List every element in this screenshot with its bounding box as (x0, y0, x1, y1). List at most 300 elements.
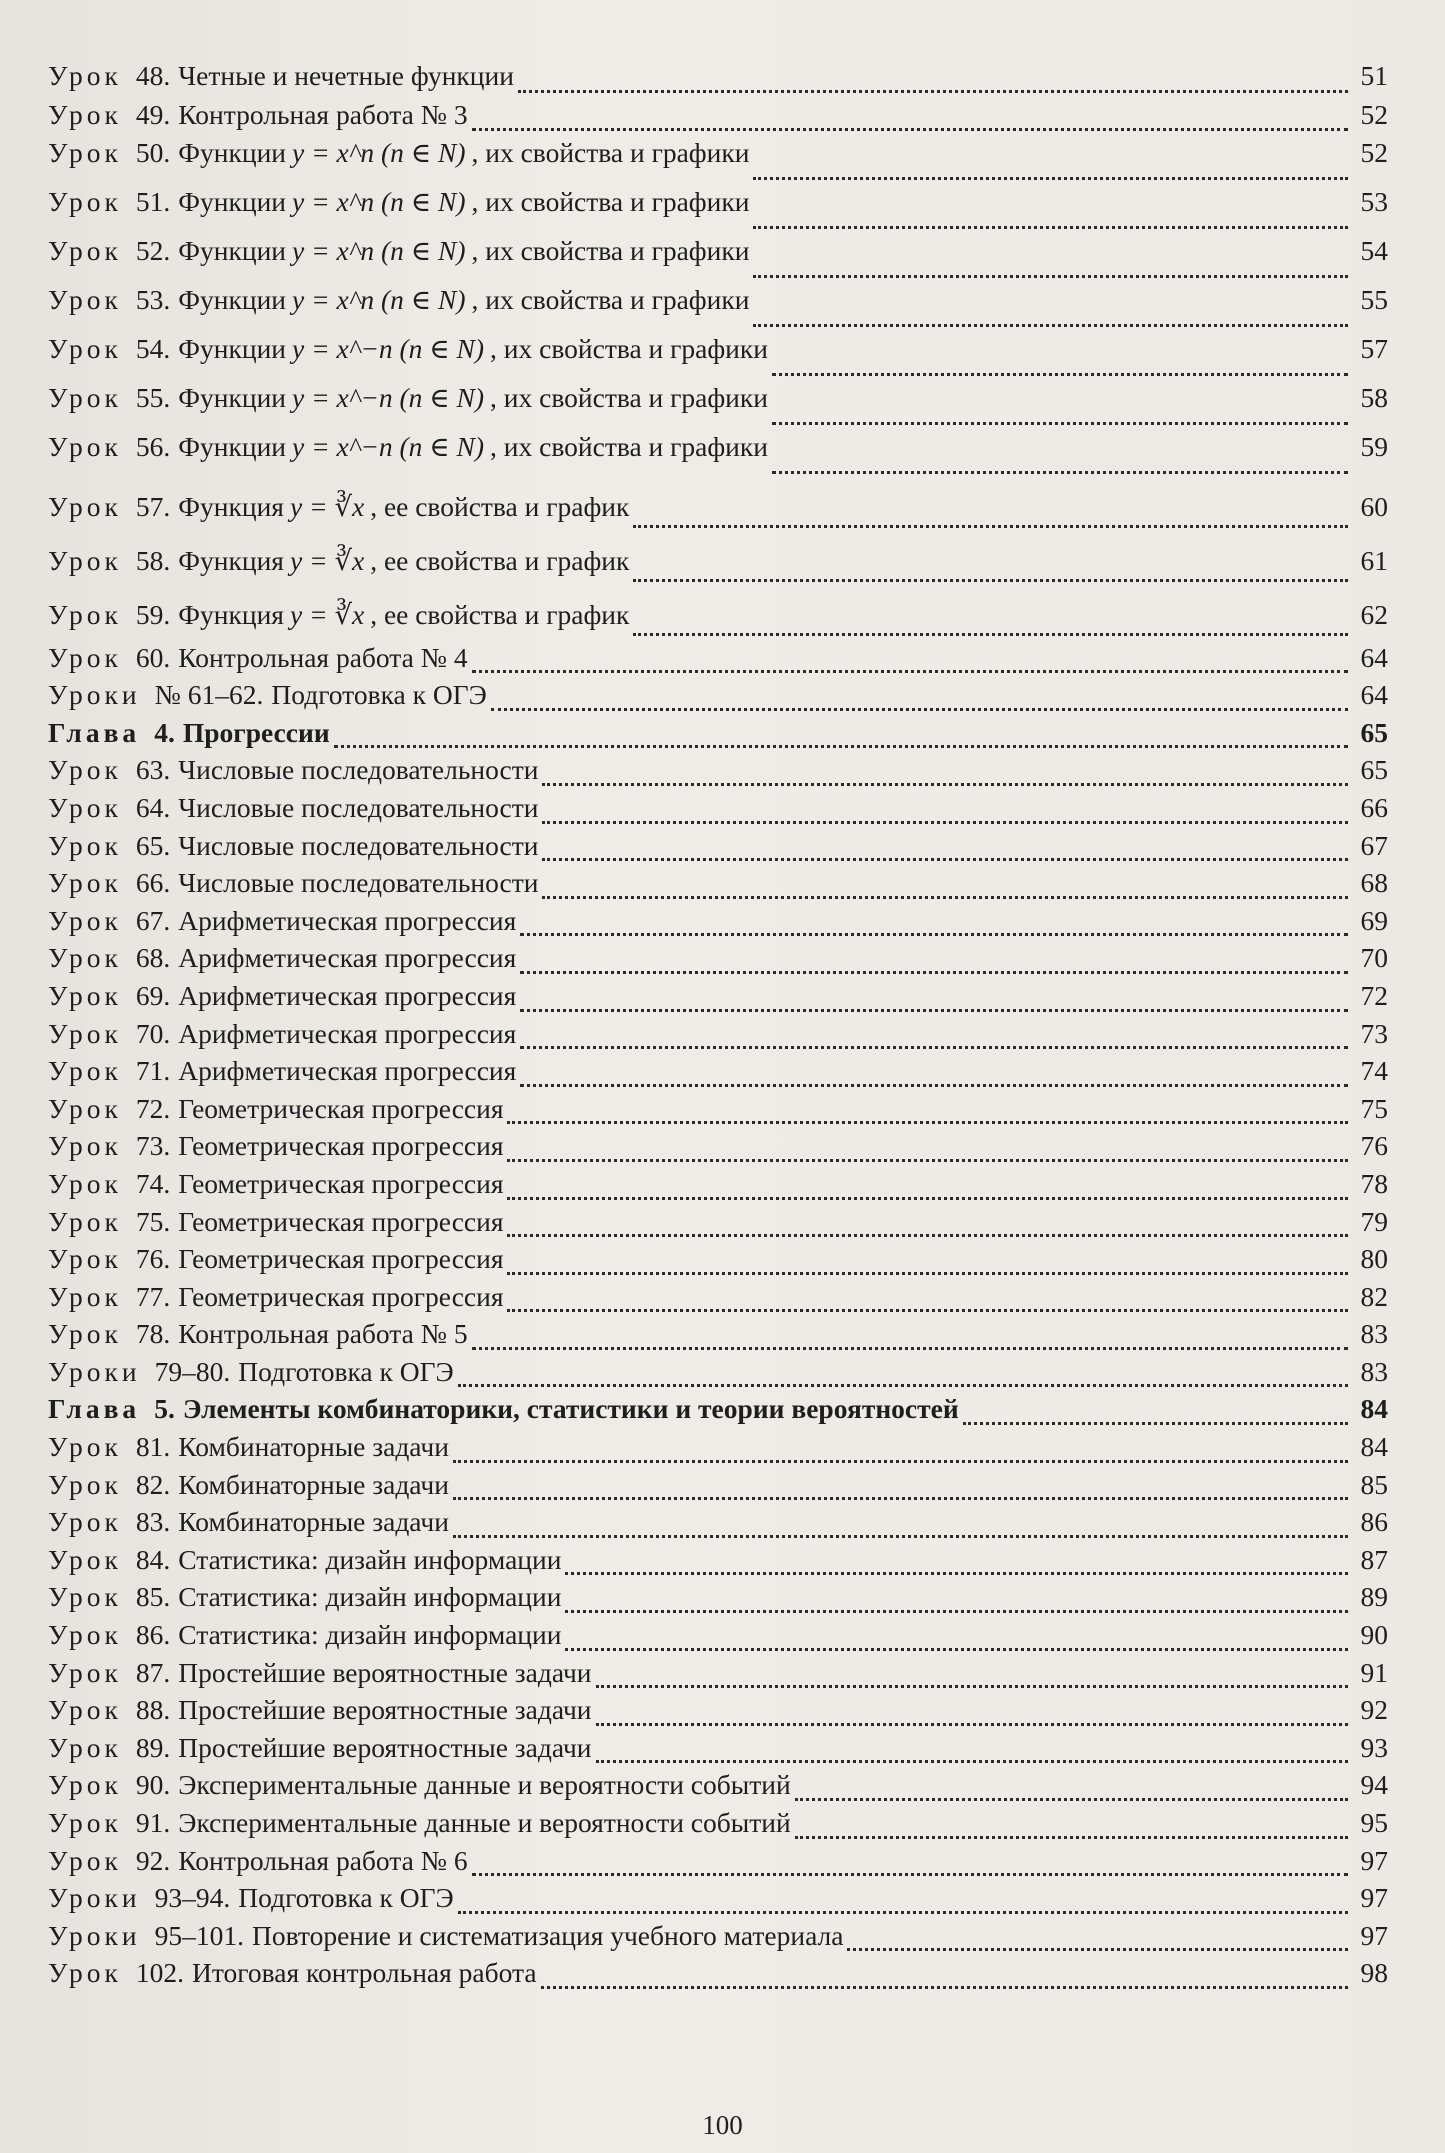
entry-kind: Урок (48, 1167, 122, 1199)
entry-number: 57. (135, 490, 171, 522)
entry-number: 51. (135, 185, 171, 217)
dot-leader (507, 1234, 1348, 1237)
dot-leader (565, 1610, 1348, 1613)
entry-number: 64. (135, 791, 171, 823)
dot-leader (507, 1272, 1348, 1275)
entry-title: Простейшие вероятностные задачи (178, 1694, 592, 1726)
entry-number: 55. (135, 381, 171, 413)
entry-number: 93–94. (154, 1882, 231, 1914)
toc-lesson-entry (48, 534, 1388, 588)
entry-kind: Урок (48, 1656, 122, 1688)
dot-leader (520, 1009, 1348, 1012)
entry-kind: Уроки (48, 1355, 141, 1387)
entry-number: 86. (135, 1619, 171, 1651)
entry-formula: y = ∛x (289, 544, 365, 576)
toc-lesson-entry (48, 333, 1388, 382)
entry-title-suffix: , их свойства и графики (490, 430, 768, 462)
entry-number: 102. (135, 1957, 185, 1989)
entry-title: Геометрическая прогрессия (178, 1167, 504, 1199)
entry-title: Комбинаторные задачи (178, 1431, 449, 1463)
toc-lesson-entry (48, 1093, 1388, 1131)
entry-page-number: 64 (1360, 679, 1388, 711)
entry-title: Контрольная работа № 3 (178, 99, 468, 130)
dot-leader (753, 226, 1348, 229)
entry-page-number: 93 (1360, 1731, 1388, 1763)
entry-number: 52. (135, 234, 171, 266)
entry-number: № 61–62. (154, 679, 264, 711)
entry-kind: Урок (48, 1581, 122, 1613)
entry-number: 91. (135, 1807, 171, 1838)
dot-leader (565, 1572, 1348, 1575)
entry-formula: y = ∛x (289, 598, 365, 630)
toc-lesson-entry (48, 830, 1388, 868)
entry-page-number: 62 (1360, 598, 1388, 630)
entry-page-number: 72 (1360, 979, 1388, 1011)
entry-title: Геометрическая прогрессия (178, 1280, 504, 1312)
entry-title: Геометрическая прогрессия (178, 1205, 504, 1237)
entry-kind: Урок (48, 1543, 122, 1575)
dot-leader (753, 324, 1348, 327)
toc-lesson-entry (48, 588, 1388, 642)
entry-page-number: 57 (1360, 332, 1388, 364)
entry-page-number: 66 (1360, 791, 1388, 823)
entry-number: 85. (135, 1581, 171, 1613)
entry-formula: y = x^n (n ∈ N) (292, 234, 466, 266)
dot-leader (542, 858, 1348, 861)
entry-page-number: 97 (1360, 1919, 1388, 1951)
toc-lesson-entry (48, 1619, 1388, 1657)
entry-title: Арифметическая прогрессия (178, 1017, 517, 1049)
dot-leader (520, 933, 1348, 936)
dot-leader (772, 373, 1348, 376)
toc-chapter-entry (48, 717, 1388, 755)
entry-kind: Глава (48, 716, 141, 748)
dot-leader (520, 1046, 1348, 1049)
entry-number: 90. (135, 1769, 171, 1801)
entry-kind: Урок (48, 867, 122, 899)
toc-lesson-entry (48, 642, 1388, 680)
entry-page-number: 65 (1360, 754, 1388, 786)
dot-leader (458, 1911, 1348, 1914)
entry-page-number: 98 (1360, 1957, 1388, 1989)
entry-title-prefix: Функции (178, 185, 287, 217)
entry-number: 75. (135, 1205, 171, 1237)
toc-lesson-entry (48, 60, 1388, 99)
entry-title: Четные и нечетные функции (178, 60, 514, 91)
toc-lesson-entry (48, 1356, 1388, 1394)
toc-lesson-entry (48, 382, 1388, 431)
toc-lesson-entry (48, 1469, 1388, 1507)
entry-kind: Урок (48, 1055, 122, 1087)
entry-page-number: 52 (1360, 99, 1388, 130)
entry-title: Арифметическая прогрессия (178, 1055, 517, 1087)
entry-page-number: 94 (1360, 1769, 1388, 1801)
page-number: 100 (702, 2110, 743, 2140)
entry-kind: Урок (48, 1619, 122, 1651)
dot-leader (541, 1986, 1348, 1989)
toc-lesson-entry (48, 1018, 1388, 1056)
entry-title-suffix: , их свойства и графики (471, 234, 750, 266)
entry-page-number: 61 (1360, 544, 1388, 576)
entry-page-number: 84 (1360, 1431, 1388, 1463)
entry-page-number: 64 (1360, 641, 1388, 673)
entry-title-suffix: , их свойства и графики (490, 381, 768, 413)
entry-title: Числовые последовательности (178, 791, 539, 823)
entry-page-number: 51 (1360, 60, 1388, 91)
toc-lesson-entry (48, 1243, 1388, 1281)
toc-lesson-entry (48, 1544, 1388, 1582)
entry-kind: Урок (48, 1731, 122, 1763)
entry-title: Подготовка к ОГЭ (271, 679, 487, 711)
entry-page-number: 58 (1360, 381, 1388, 413)
entry-title: Геометрическая прогрессия (178, 1243, 504, 1275)
entry-title: Контрольная работа № 5 (178, 1318, 468, 1350)
dot-leader (453, 1535, 1348, 1538)
entry-kind: Урок (48, 1431, 122, 1463)
entry-title: Итоговая контрольная работа (192, 1957, 537, 1989)
dot-leader (772, 422, 1348, 425)
entry-title: Экспериментальные данные и вероятности событий (178, 1807, 791, 1838)
toc-lesson-entry (48, 1657, 1388, 1695)
entry-number: 95–101. (154, 1919, 245, 1951)
entry-page-number: 69 (1360, 904, 1388, 936)
entry-title: Арифметическая прогрессия (178, 904, 517, 936)
entry-number: 73. (135, 1130, 171, 1162)
toc-lesson-entry (48, 1581, 1388, 1619)
entry-kind: Урок (48, 60, 122, 91)
entry-number: 89. (135, 1731, 171, 1763)
entry-number: 82. (135, 1468, 171, 1500)
entry-title: Подготовка к ОГЭ (238, 1355, 454, 1387)
toc-lesson-entry (48, 1845, 1388, 1883)
toc-lesson-entry (48, 905, 1388, 943)
entry-page-number: 89 (1360, 1581, 1388, 1613)
entry-title: Контрольная работа № 6 (178, 1844, 468, 1876)
entry-number: 66. (135, 867, 171, 899)
entry-kind: Урок (48, 1130, 122, 1162)
dot-leader (334, 745, 1348, 748)
entry-title: Экспериментальные данные и вероятности событий (178, 1769, 791, 1801)
entry-page-number: 86 (1360, 1506, 1388, 1538)
dot-leader (795, 1836, 1348, 1839)
toc-lesson-entry (48, 942, 1388, 980)
entry-formula: y = ∛x (289, 490, 365, 522)
dot-leader (520, 971, 1348, 974)
entry-title: Числовые последовательности (178, 754, 539, 786)
entry-page-number: 67 (1360, 829, 1388, 861)
entry-formula: y = x^n (n ∈ N) (292, 185, 466, 217)
toc-lesson-entry (48, 1130, 1388, 1168)
entry-title-prefix: Функции (178, 430, 287, 462)
entry-page-number: 90 (1360, 1619, 1388, 1651)
entry-number: 76. (135, 1243, 171, 1275)
dot-leader (472, 1873, 1348, 1876)
toc-lesson-entry (48, 186, 1388, 235)
dot-leader (453, 1460, 1348, 1463)
entry-kind: Урок (48, 1844, 122, 1876)
entry-title-prefix: Функция (178, 490, 284, 522)
toc-lesson-entry (48, 754, 1388, 792)
entry-formula: y = x^−n (n ∈ N) (292, 381, 485, 413)
dot-leader (507, 1159, 1348, 1162)
dot-leader (847, 1948, 1348, 1951)
entry-number: 83. (135, 1506, 171, 1538)
entry-title-suffix: , их свойства и графики (490, 332, 768, 364)
toc-lesson-entry (48, 867, 1388, 905)
dot-leader (472, 1347, 1348, 1350)
entry-kind: Урок (48, 332, 122, 364)
entry-page-number: 87 (1360, 1543, 1388, 1575)
entry-kind: Урок (48, 1318, 122, 1350)
toc-lesson-entry (48, 1920, 1388, 1958)
entry-number: 49. (135, 99, 171, 130)
entry-formula: y = x^−n (n ∈ N) (292, 332, 485, 364)
entry-number: 65. (135, 829, 171, 861)
entry-title-prefix: Функция (178, 544, 284, 576)
entry-number: 5. (154, 1393, 175, 1425)
entry-number: 70. (135, 1017, 171, 1049)
dot-leader (596, 1685, 1349, 1688)
entry-title-suffix: , их свойства и графики (471, 185, 750, 217)
entry-number: 56. (135, 430, 171, 462)
entry-number: 67. (135, 904, 171, 936)
entry-page-number: 68 (1360, 867, 1388, 899)
entry-kind: Урок (48, 1694, 122, 1726)
dot-leader (795, 1798, 1348, 1801)
entry-number: 4. (154, 716, 175, 748)
toc-lesson-entry (48, 1168, 1388, 1206)
entry-number: 77. (135, 1280, 171, 1312)
entry-title-suffix: , ее свойства и график (370, 598, 630, 630)
entry-kind: Урок (48, 1205, 122, 1237)
entry-number: 88. (135, 1694, 171, 1726)
toc-lesson-entry (48, 1206, 1388, 1244)
dot-leader (507, 1121, 1348, 1124)
entry-kind: Урок (48, 381, 122, 413)
entry-page-number: 76 (1360, 1130, 1388, 1162)
entry-kind: Урок (48, 904, 122, 936)
entry-number: 84. (135, 1543, 171, 1575)
entry-page-number: 83 (1360, 1355, 1388, 1387)
entry-page-number: 80 (1360, 1243, 1388, 1275)
entry-kind: Урок (48, 641, 122, 673)
entry-number: 48. (135, 60, 171, 91)
toc-lesson-entry (48, 1732, 1388, 1770)
toc-lesson-entry (48, 1694, 1388, 1732)
entry-title-prefix: Функции (178, 234, 287, 266)
entry-number: 79–80. (154, 1355, 231, 1387)
entry-kind: Урок (48, 1769, 122, 1801)
dot-leader (507, 1197, 1348, 1200)
toc-lesson-entry (48, 1318, 1388, 1356)
entry-formula: y = x^−n (n ∈ N) (292, 430, 485, 462)
entry-number: 68. (135, 942, 171, 974)
entry-number: 58. (135, 544, 171, 576)
entry-kind: Урок (48, 234, 122, 266)
dot-leader (753, 177, 1348, 180)
entry-kind: Урок (48, 99, 122, 130)
entry-title-prefix: Функции (178, 381, 287, 413)
entry-number: 81. (135, 1431, 171, 1463)
entry-title-suffix: , ее свойства и график (370, 490, 630, 522)
entry-number: 53. (135, 283, 171, 315)
entry-kind: Урок (48, 1807, 122, 1838)
entry-page-number: 91 (1360, 1656, 1388, 1688)
entry-title: Контрольная работа № 4 (178, 641, 468, 673)
dot-leader (633, 525, 1348, 528)
entry-title: Арифметическая прогрессия (178, 942, 517, 974)
entry-page-number: 83 (1360, 1318, 1388, 1350)
entry-number: 59. (135, 598, 171, 630)
toc-lesson-entry (48, 235, 1388, 284)
dot-leader (633, 633, 1348, 636)
dot-leader (518, 90, 1348, 93)
entry-title: Числовые последовательности (178, 867, 539, 899)
dot-leader (596, 1760, 1349, 1763)
toc-lesson-entry (48, 1281, 1388, 1319)
toc-lesson-entry (48, 1506, 1388, 1544)
entry-page-number: 59 (1360, 430, 1388, 462)
dot-leader (472, 670, 1348, 673)
toc-lesson-entry (48, 1769, 1388, 1807)
entry-kind: Урок (48, 283, 122, 315)
entry-title: Подготовка к ОГЭ (238, 1882, 454, 1914)
entry-kind: Урок (48, 979, 122, 1011)
entry-title-prefix: Функции (178, 332, 287, 364)
entry-page-number: 73 (1360, 1017, 1388, 1049)
dot-leader (596, 1723, 1349, 1726)
dot-leader (458, 1384, 1348, 1387)
entry-number: 87. (135, 1656, 171, 1688)
entry-kind: Урок (48, 1280, 122, 1312)
entry-title: Повторение и систематизация учебного материала (252, 1919, 844, 1951)
entry-page-number: 82 (1360, 1280, 1388, 1312)
toc-lesson-entry (48, 137, 1388, 186)
dot-leader (453, 1497, 1348, 1500)
entry-number: 69. (135, 979, 171, 1011)
entry-kind: Урок (48, 136, 122, 168)
entry-title: Числовые последовательности (178, 829, 539, 861)
entry-kind: Глава (48, 1393, 141, 1425)
entry-kind: Урок (48, 791, 122, 823)
toc-chapter-entry (48, 1393, 1388, 1431)
toc-lesson-entry (48, 792, 1388, 830)
dot-leader (633, 579, 1348, 582)
toc-lesson-entry (48, 1957, 1388, 1995)
dot-leader (963, 1422, 1348, 1425)
entry-page-number: 75 (1360, 1092, 1388, 1124)
entry-page-number: 74 (1360, 1055, 1388, 1087)
entry-number: 60. (135, 641, 171, 673)
dot-leader (491, 708, 1348, 711)
dot-leader (542, 896, 1348, 899)
entry-formula: y = x^n (n ∈ N) (292, 136, 466, 168)
entry-page-number: 97 (1360, 1882, 1388, 1914)
entry-page-number: 84 (1360, 1393, 1388, 1425)
entry-kind: Урок (48, 942, 122, 974)
entry-title: Элементы комбинаторики, статистики и теории вероятностей (182, 1393, 959, 1425)
dot-leader (772, 471, 1348, 474)
dot-leader (565, 1648, 1348, 1651)
entry-number: 78. (135, 1318, 171, 1350)
entry-page-number: 52 (1360, 136, 1388, 168)
entry-page-number: 95 (1360, 1807, 1388, 1838)
dot-leader (753, 275, 1348, 278)
entry-number: 54. (135, 332, 171, 364)
entry-kind: Урок (48, 430, 122, 462)
toc-lesson-entry (48, 99, 1388, 137)
entry-kind: Урок (48, 1957, 122, 1989)
entry-title: Комбинаторные задачи (178, 1506, 449, 1538)
entry-number: 63. (135, 754, 171, 786)
toc-lesson-entry (48, 284, 1388, 333)
entry-title: Статистика: дизайн информации (178, 1581, 562, 1613)
entry-kind: Урок (48, 1243, 122, 1275)
entry-kind: Урок (48, 829, 122, 861)
entry-page-number: 92 (1360, 1694, 1388, 1726)
entry-title-prefix: Функция (178, 598, 284, 630)
entry-page-number: 60 (1360, 490, 1388, 522)
entry-kind: Урок (48, 1506, 122, 1538)
entry-title-suffix: , их свойства и графики (471, 283, 750, 315)
toc-lesson-entry (48, 1431, 1388, 1469)
entry-title-suffix: , их свойства и графики (471, 136, 750, 168)
entry-formula: y = x^n (n ∈ N) (292, 283, 466, 315)
entry-page-number: 78 (1360, 1167, 1388, 1199)
toc-lesson-entry (48, 1807, 1388, 1845)
entry-kind: Урок (48, 1468, 122, 1500)
entry-number: 71. (135, 1055, 171, 1087)
entry-title: Комбинаторные задачи (178, 1468, 449, 1500)
toc-lesson-entry (48, 1882, 1388, 1920)
toc-lesson-entry (48, 480, 1388, 534)
entry-kind: Урок (48, 754, 122, 786)
entry-title: Прогрессии (182, 716, 330, 748)
entry-kind: Уроки (48, 1882, 141, 1914)
toc-lesson-entry (48, 679, 1388, 717)
entry-title: Простейшие вероятностные задачи (178, 1656, 592, 1688)
entry-title: Статистика: дизайн информации (178, 1543, 562, 1575)
entry-kind: Урок (48, 1017, 122, 1049)
toc-lesson-entry (48, 431, 1388, 480)
dot-leader (542, 783, 1348, 786)
entry-page-number: 97 (1360, 1844, 1388, 1876)
entry-page-number: 70 (1360, 942, 1388, 974)
table-of-contents (48, 60, 1388, 1995)
entry-number: 74. (135, 1167, 171, 1199)
entry-page-number: 85 (1360, 1468, 1388, 1500)
entry-kind: Урок (48, 490, 122, 522)
entry-title: Простейшие вероятностные задачи (178, 1731, 592, 1763)
entry-title: Арифметическая прогрессия (178, 979, 517, 1011)
dot-leader (507, 1309, 1348, 1312)
entry-kind: Урок (48, 185, 122, 217)
entry-title: Геометрическая прогрессия (178, 1092, 504, 1124)
entry-kind: Уроки (48, 1919, 141, 1951)
entry-title: Геометрическая прогрессия (178, 1130, 504, 1162)
toc-lesson-entry (48, 980, 1388, 1018)
entry-page-number: 65 (1360, 716, 1388, 748)
entry-page-number: 55 (1360, 283, 1388, 315)
toc-lesson-entry (48, 1055, 1388, 1093)
entry-kind: Уроки (48, 679, 141, 711)
entry-page-number: 54 (1360, 234, 1388, 266)
entry-page-number: 53 (1360, 185, 1388, 217)
entry-page-number: 79 (1360, 1205, 1388, 1237)
dot-leader (520, 1084, 1348, 1087)
entry-number: 92. (135, 1844, 171, 1876)
entry-title: Статистика: дизайн информации (178, 1619, 562, 1651)
